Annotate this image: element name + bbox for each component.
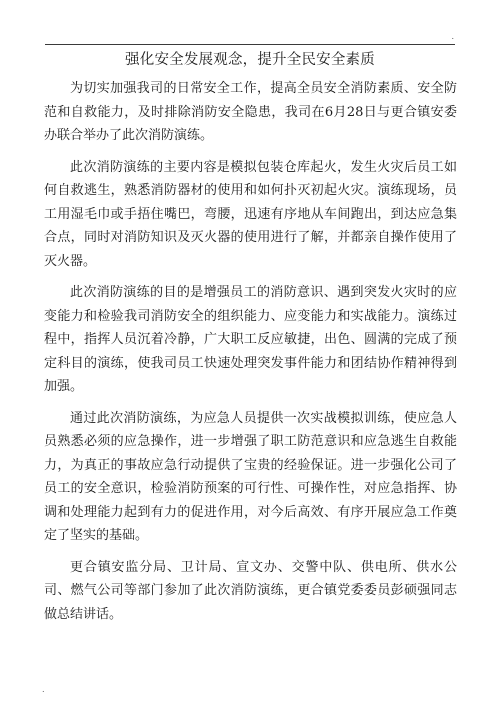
header-mark: . <box>451 32 454 41</box>
document-title: 强化安全发展观念，提升全民安全素质 <box>125 52 375 68</box>
header-rule <box>45 44 455 45</box>
paragraph-5: 更合镇安监分局、卫计局、宣文办、交警中队、供电所、供水公司、燃气公司等部门参加了此次消防演练，更合镇党委委员彭硕强同志做总结讲话。 <box>44 559 457 622</box>
footer-mark: . <box>42 685 45 694</box>
paragraph-4: 通过此次消防演练，为应急人员提供一次实战模拟训练，使应急人员熟悉必须的应急操作，进一步增强了职工防范意识和应急逃生自救能力，为真正的事故应急行动提供了宝贵的经验保证。进一步强化公司了员工的安全意识，检验消防预案的可行性、可操作性，对应急指挥、协调和处理能力起到有力的促进作用，对今后高效、有序开展应急工作奠定了坚实的基础。 <box>44 410 457 543</box>
paragraph-2: 此次消防演练的主要内容是模拟包装仓库起火，发生火灾后员工如何自救逃生，熟悉消防器材的使用和如何扑灭初起火灾。演练现场，员工用湿毛巾或手捂住嘴巴，弯腰，迅速有序地从车间跑出，到达应急集合点，同时对消防知识及灭火器的使用进行了解，并都亲自操作使用了灭火器。 <box>44 159 457 269</box>
paragraph-1: 为切实加强我司的日常安全工作，提高全员安全消防素质、安全防范和自救能力，及时排除消防安全隐患，我司在6月28日与更合镇安委办联合举办了此次消防演练。 <box>44 81 457 143</box>
document-body <box>44 77 457 634</box>
paragraph-3: 此次消防演练的目的是增强员工的消防意识、遇到突发火灾时的应变能力和检验我司消防安全的组织能力、应变能力和实战能力。演练过程中，指挥人员沉着冷静，广大职工反应敏捷，出色、圆满的完成了预定科目的演练，使我司员工快速处理突发事件能力和团结协作精神得到加强。 <box>44 285 457 394</box>
